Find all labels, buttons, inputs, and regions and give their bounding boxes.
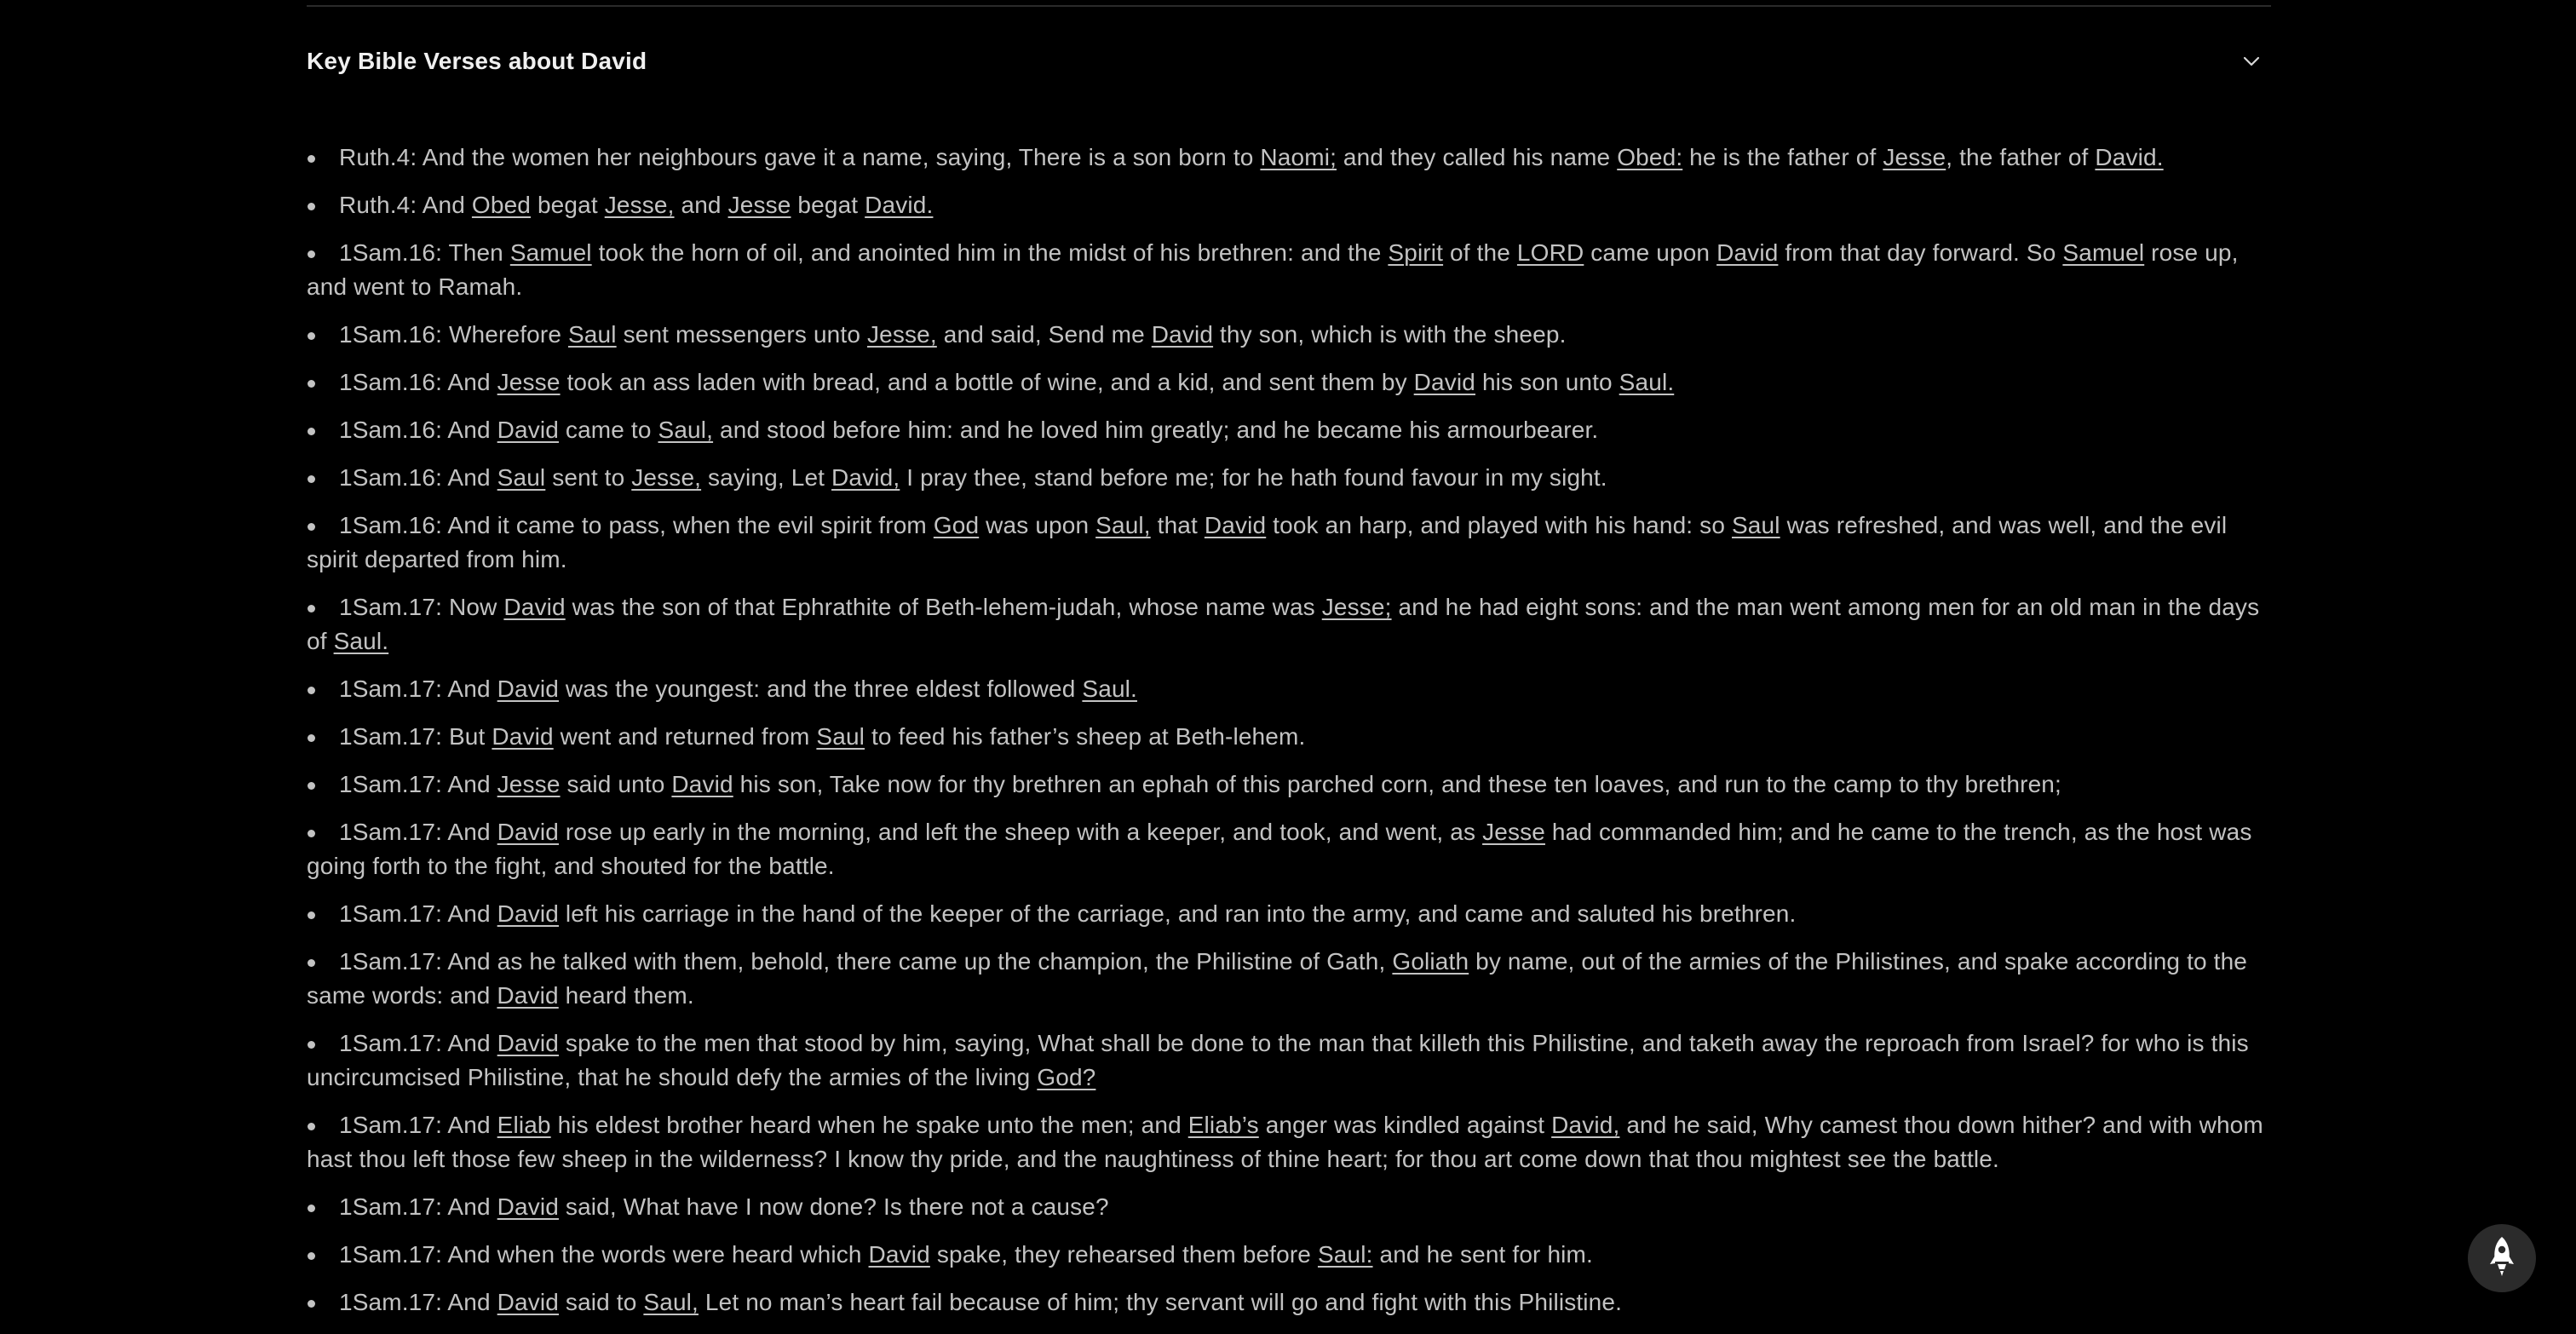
verse-list-item bbox=[307, 720, 2271, 754]
verse-text: begat bbox=[531, 192, 605, 218]
verse-term-link[interactable]: Jesse, bbox=[604, 192, 675, 218]
verse-term-link[interactable]: Saul. bbox=[333, 628, 389, 654]
verse-text: 1Sam.16: And bbox=[339, 369, 497, 395]
verse-text: 1Sam.16: And bbox=[339, 417, 497, 443]
section-top-divider bbox=[307, 5, 2271, 7]
verse-list-item bbox=[307, 318, 2271, 352]
verse-list-item bbox=[307, 1190, 2271, 1224]
verse-text: spake, they rehearsed them before bbox=[929, 1241, 1318, 1268]
verse-text: said, What have I now done? Is there not a cause? bbox=[558, 1193, 1109, 1220]
verse-term-link[interactable]: David bbox=[1204, 512, 1267, 538]
verse-term-link[interactable]: Jesse bbox=[727, 192, 791, 218]
verse-text: and said, Send me bbox=[936, 321, 1152, 348]
verse-term-link[interactable]: David bbox=[492, 723, 554, 750]
verse-term-link[interactable]: David. bbox=[2095, 144, 2164, 170]
verse-text: spake to the men that stood by him, saying, What shall be done to the man that killeth this Philistine, and taketh away the reproach from Israel? for who is this uncircumcised Philistine, that he should defy the armies of the living bbox=[307, 1030, 2249, 1090]
verse-text: that bbox=[1150, 512, 1205, 538]
verse-text: 1Sam.17: And bbox=[339, 1289, 497, 1315]
section-header-toggle[interactable] bbox=[307, 34, 2271, 89]
scroll-to-top-button[interactable] bbox=[2468, 1224, 2536, 1292]
verse-list-item bbox=[307, 1026, 2271, 1095]
verse-term-link[interactable]: David bbox=[1716, 239, 1779, 266]
verse-text: of the bbox=[1443, 239, 1517, 266]
verse-term-link[interactable]: Samuel bbox=[2062, 239, 2145, 266]
verse-term-link[interactable]: David bbox=[497, 1030, 559, 1056]
verse-term-link[interactable]: David bbox=[497, 1193, 559, 1220]
verse-term-link[interactable]: God bbox=[933, 512, 980, 538]
verse-term-link[interactable]: David bbox=[1413, 369, 1476, 395]
verse-text: begat bbox=[791, 192, 865, 218]
verse-term-link[interactable]: Saul, bbox=[658, 417, 714, 443]
verse-term-link[interactable]: Saul. bbox=[1082, 676, 1137, 702]
verse-term-link[interactable]: Saul bbox=[1731, 512, 1780, 538]
verse-term-link[interactable]: David bbox=[671, 771, 733, 797]
verse-list-item bbox=[307, 1285, 2271, 1320]
chevron-down-icon[interactable] bbox=[2240, 50, 2263, 72]
verse-text: his son unto bbox=[1475, 369, 1619, 395]
verse-text: came to bbox=[558, 417, 658, 443]
verse-term-link[interactable]: Saul bbox=[497, 464, 546, 491]
verse-term-link[interactable]: David, bbox=[1551, 1112, 1620, 1138]
verse-list-item bbox=[307, 590, 2271, 658]
verse-text: he is the father of bbox=[1682, 144, 1883, 170]
verse-list-item bbox=[307, 768, 2271, 802]
verse-list-item bbox=[307, 188, 2271, 222]
verse-text: and stood before him: and he loved him greatly; and he became his armourbearer. bbox=[713, 417, 1599, 443]
verse-term-link[interactable]: David bbox=[497, 900, 559, 927]
verse-list-item bbox=[307, 365, 2271, 400]
verse-text: took the horn of oil, and anointed him in the midst of his brethren: and the bbox=[591, 239, 1389, 266]
verse-text: took an ass laden with bread, and a bottle of wine, and a kid, and sent them by bbox=[560, 369, 1414, 395]
verse-text: 1Sam.17: And bbox=[339, 676, 497, 702]
verse-term-link[interactable]: Goliath bbox=[1392, 948, 1469, 975]
verse-text: and he had eight sons: and the man went among men for an old man in the days of bbox=[307, 594, 2260, 654]
verse-list-item bbox=[307, 815, 2271, 883]
verse-text: his eldest brother heard when he spake unto the men; and bbox=[550, 1112, 1188, 1138]
verse-term-link[interactable]: Samuel bbox=[509, 239, 592, 266]
verse-term-link[interactable]: Eliab’s bbox=[1187, 1112, 1259, 1138]
verse-text: was the son of that Ephrathite of Beth-lehem-judah, whose name was bbox=[565, 594, 1322, 620]
verse-term-link[interactable]: Saul bbox=[816, 723, 865, 750]
verse-text: heard them. bbox=[558, 982, 694, 1009]
verse-text: rose up, and went to Ramah. bbox=[307, 239, 2239, 300]
verse-term-link[interactable]: David bbox=[497, 676, 559, 702]
verse-text: went and returned from bbox=[553, 723, 817, 750]
verse-term-link[interactable]: David bbox=[503, 594, 566, 620]
verse-text: anger was kindled against bbox=[1258, 1112, 1552, 1138]
verse-term-link[interactable]: God? bbox=[1037, 1064, 1096, 1090]
verse-list bbox=[307, 141, 2271, 1333]
verse-list-item bbox=[307, 236, 2271, 304]
verse-list-item bbox=[307, 672, 2271, 706]
verse-text: was upon bbox=[979, 512, 1096, 538]
verse-text: sent to bbox=[545, 464, 632, 491]
verse-text: 1Sam.16: And bbox=[339, 464, 497, 491]
verse-text: had commanded him; and he came to the trench, as the host was going forth to the fight, and shouted for the battle. bbox=[307, 819, 2252, 879]
verse-text: 1Sam.16: Then bbox=[339, 239, 510, 266]
verse-term-link[interactable]: Saul. bbox=[1619, 369, 1675, 395]
verse-text: 1Sam.17: And bbox=[339, 1193, 497, 1220]
verse-text: 1Sam.17: And as he talked with them, behold, there came up the champion, the Philistine of Gath, bbox=[339, 948, 1393, 975]
verse-text: I pray thee, stand before me; for he hath found favour in my sight. bbox=[900, 464, 1607, 491]
verse-term-link[interactable]: David bbox=[868, 1241, 930, 1268]
verse-text: and he said, Why camest thou down hither? and with whom hast thou left those few sheep in the wilderness? I know thy pride, and the naughtiness of thine heart; for thou art come down that thou mightest see the battle. bbox=[307, 1112, 2263, 1172]
verse-list-item bbox=[307, 413, 2271, 447]
verse-text: 1Sam.17: But bbox=[339, 723, 492, 750]
verse-text: said unto bbox=[560, 771, 672, 797]
verse-term-link[interactable]: David bbox=[1151, 321, 1214, 348]
verse-term-link[interactable]: David. bbox=[865, 192, 934, 218]
verse-term-link[interactable]: Saul bbox=[567, 321, 617, 348]
verse-text: sent messengers unto bbox=[616, 321, 867, 348]
verse-term-link[interactable]: David bbox=[497, 1289, 559, 1315]
verse-text: his son, Take now for thy brethren an ephah of this parched corn, and these ten loaves, and run to the camp to thy brethren; bbox=[733, 771, 2061, 797]
verse-term-link[interactable]: Jesse; bbox=[1321, 594, 1392, 620]
verse-text: said to bbox=[558, 1289, 644, 1315]
verse-text: thy son, which is with the sheep. bbox=[1213, 321, 1567, 348]
verse-text: was refreshed, and was well, and the evil spirit departed from him. bbox=[307, 512, 2228, 572]
verse-text: 1Sam.17: And bbox=[339, 1030, 497, 1056]
verse-term-link[interactable]: Obed: bbox=[1617, 144, 1683, 170]
verse-list-item bbox=[307, 461, 2271, 495]
verse-term-link[interactable]: David bbox=[497, 982, 559, 1009]
verse-list-item bbox=[307, 1238, 2271, 1272]
verse-text: 1Sam.17: Now bbox=[339, 594, 504, 620]
verse-term-link[interactable]: Eliab bbox=[497, 1112, 551, 1138]
verse-list-item bbox=[307, 945, 2271, 1013]
verse-list-item bbox=[307, 509, 2271, 577]
verse-term-link[interactable]: Jesse bbox=[1883, 144, 1946, 170]
rocket-icon bbox=[2487, 1235, 2516, 1282]
section-title: Key Bible Verses about David bbox=[307, 48, 647, 74]
verse-term-link[interactable]: Jesse bbox=[497, 771, 561, 797]
verse-text: Ruth.4: And the women her neighbours gave it a name, saying, There is a son born to bbox=[339, 144, 1261, 170]
verse-text: 1Sam.16: Wherefore bbox=[339, 321, 568, 348]
verse-text: Let no man’s heart fail because of him; thy servant will go and fight with this Philistine. bbox=[698, 1289, 1623, 1315]
verse-text: 1Sam.17: And bbox=[339, 771, 497, 797]
verse-term-link[interactable]: Jesse, bbox=[631, 464, 702, 491]
verse-text: 1Sam.17: And bbox=[339, 1112, 497, 1138]
verse-text: and bbox=[674, 192, 728, 218]
verse-term-link[interactable]: Saul, bbox=[643, 1289, 699, 1315]
verse-text: to feed his father’s sheep at Beth-lehem. bbox=[865, 723, 1306, 750]
verse-list-item bbox=[307, 141, 2271, 175]
verse-term-link[interactable]: Jesse bbox=[497, 369, 561, 395]
verse-text: , the father of bbox=[1946, 144, 2096, 170]
verse-term-link[interactable]: David bbox=[497, 417, 559, 443]
verse-text: 1Sam.17: And bbox=[339, 819, 497, 845]
verse-text: 1Sam.17: And when the words were heard which bbox=[339, 1241, 869, 1268]
verse-list-item bbox=[307, 897, 2271, 931]
verse-text: rose up early in the morning, and left the sheep with a keeper, and took, and went, as bbox=[558, 819, 1483, 845]
verse-term-link[interactable]: David, bbox=[831, 464, 900, 491]
verse-text: was the youngest: and the three eldest followed bbox=[558, 676, 1083, 702]
verse-term-link[interactable]: Obed bbox=[471, 192, 532, 218]
verse-term-link[interactable]: Jesse bbox=[1482, 819, 1545, 845]
verse-text: took an harp, and played with his hand: so bbox=[1266, 512, 1732, 538]
verse-text: saying, Let bbox=[701, 464, 832, 491]
verse-term-link[interactable]: Saul, bbox=[1095, 512, 1151, 538]
verse-term-link[interactable]: Spirit bbox=[1388, 239, 1444, 266]
verse-term-link[interactable]: LORD bbox=[1516, 239, 1584, 266]
verse-text: 1Sam.17: And bbox=[339, 900, 497, 927]
verse-text: left his carriage in the hand of the keeper of the carriage, and ran into the army, and came and saluted his brethren. bbox=[558, 900, 1797, 927]
verse-list-item bbox=[307, 1108, 2271, 1176]
verse-term-link[interactable]: Naomi; bbox=[1260, 144, 1337, 170]
verse-text: 1Sam.16: And it came to pass, when the evil spirit from bbox=[339, 512, 934, 538]
verse-term-link[interactable]: David bbox=[497, 819, 559, 845]
verse-text: and he sent for him. bbox=[1372, 1241, 1593, 1268]
verse-term-link[interactable]: Jesse, bbox=[867, 321, 937, 348]
verse-text: from that day forward. So bbox=[1778, 239, 2063, 266]
verse-text: came upon bbox=[1584, 239, 1717, 266]
verse-text: Ruth.4: And bbox=[339, 192, 472, 218]
verse-term-link[interactable]: Saul: bbox=[1317, 1241, 1373, 1268]
verse-text: and they called his name bbox=[1337, 144, 1618, 170]
verse-text: by name, out of the armies of the Philistines, and spake according to the same words: and bbox=[307, 948, 2248, 1009]
